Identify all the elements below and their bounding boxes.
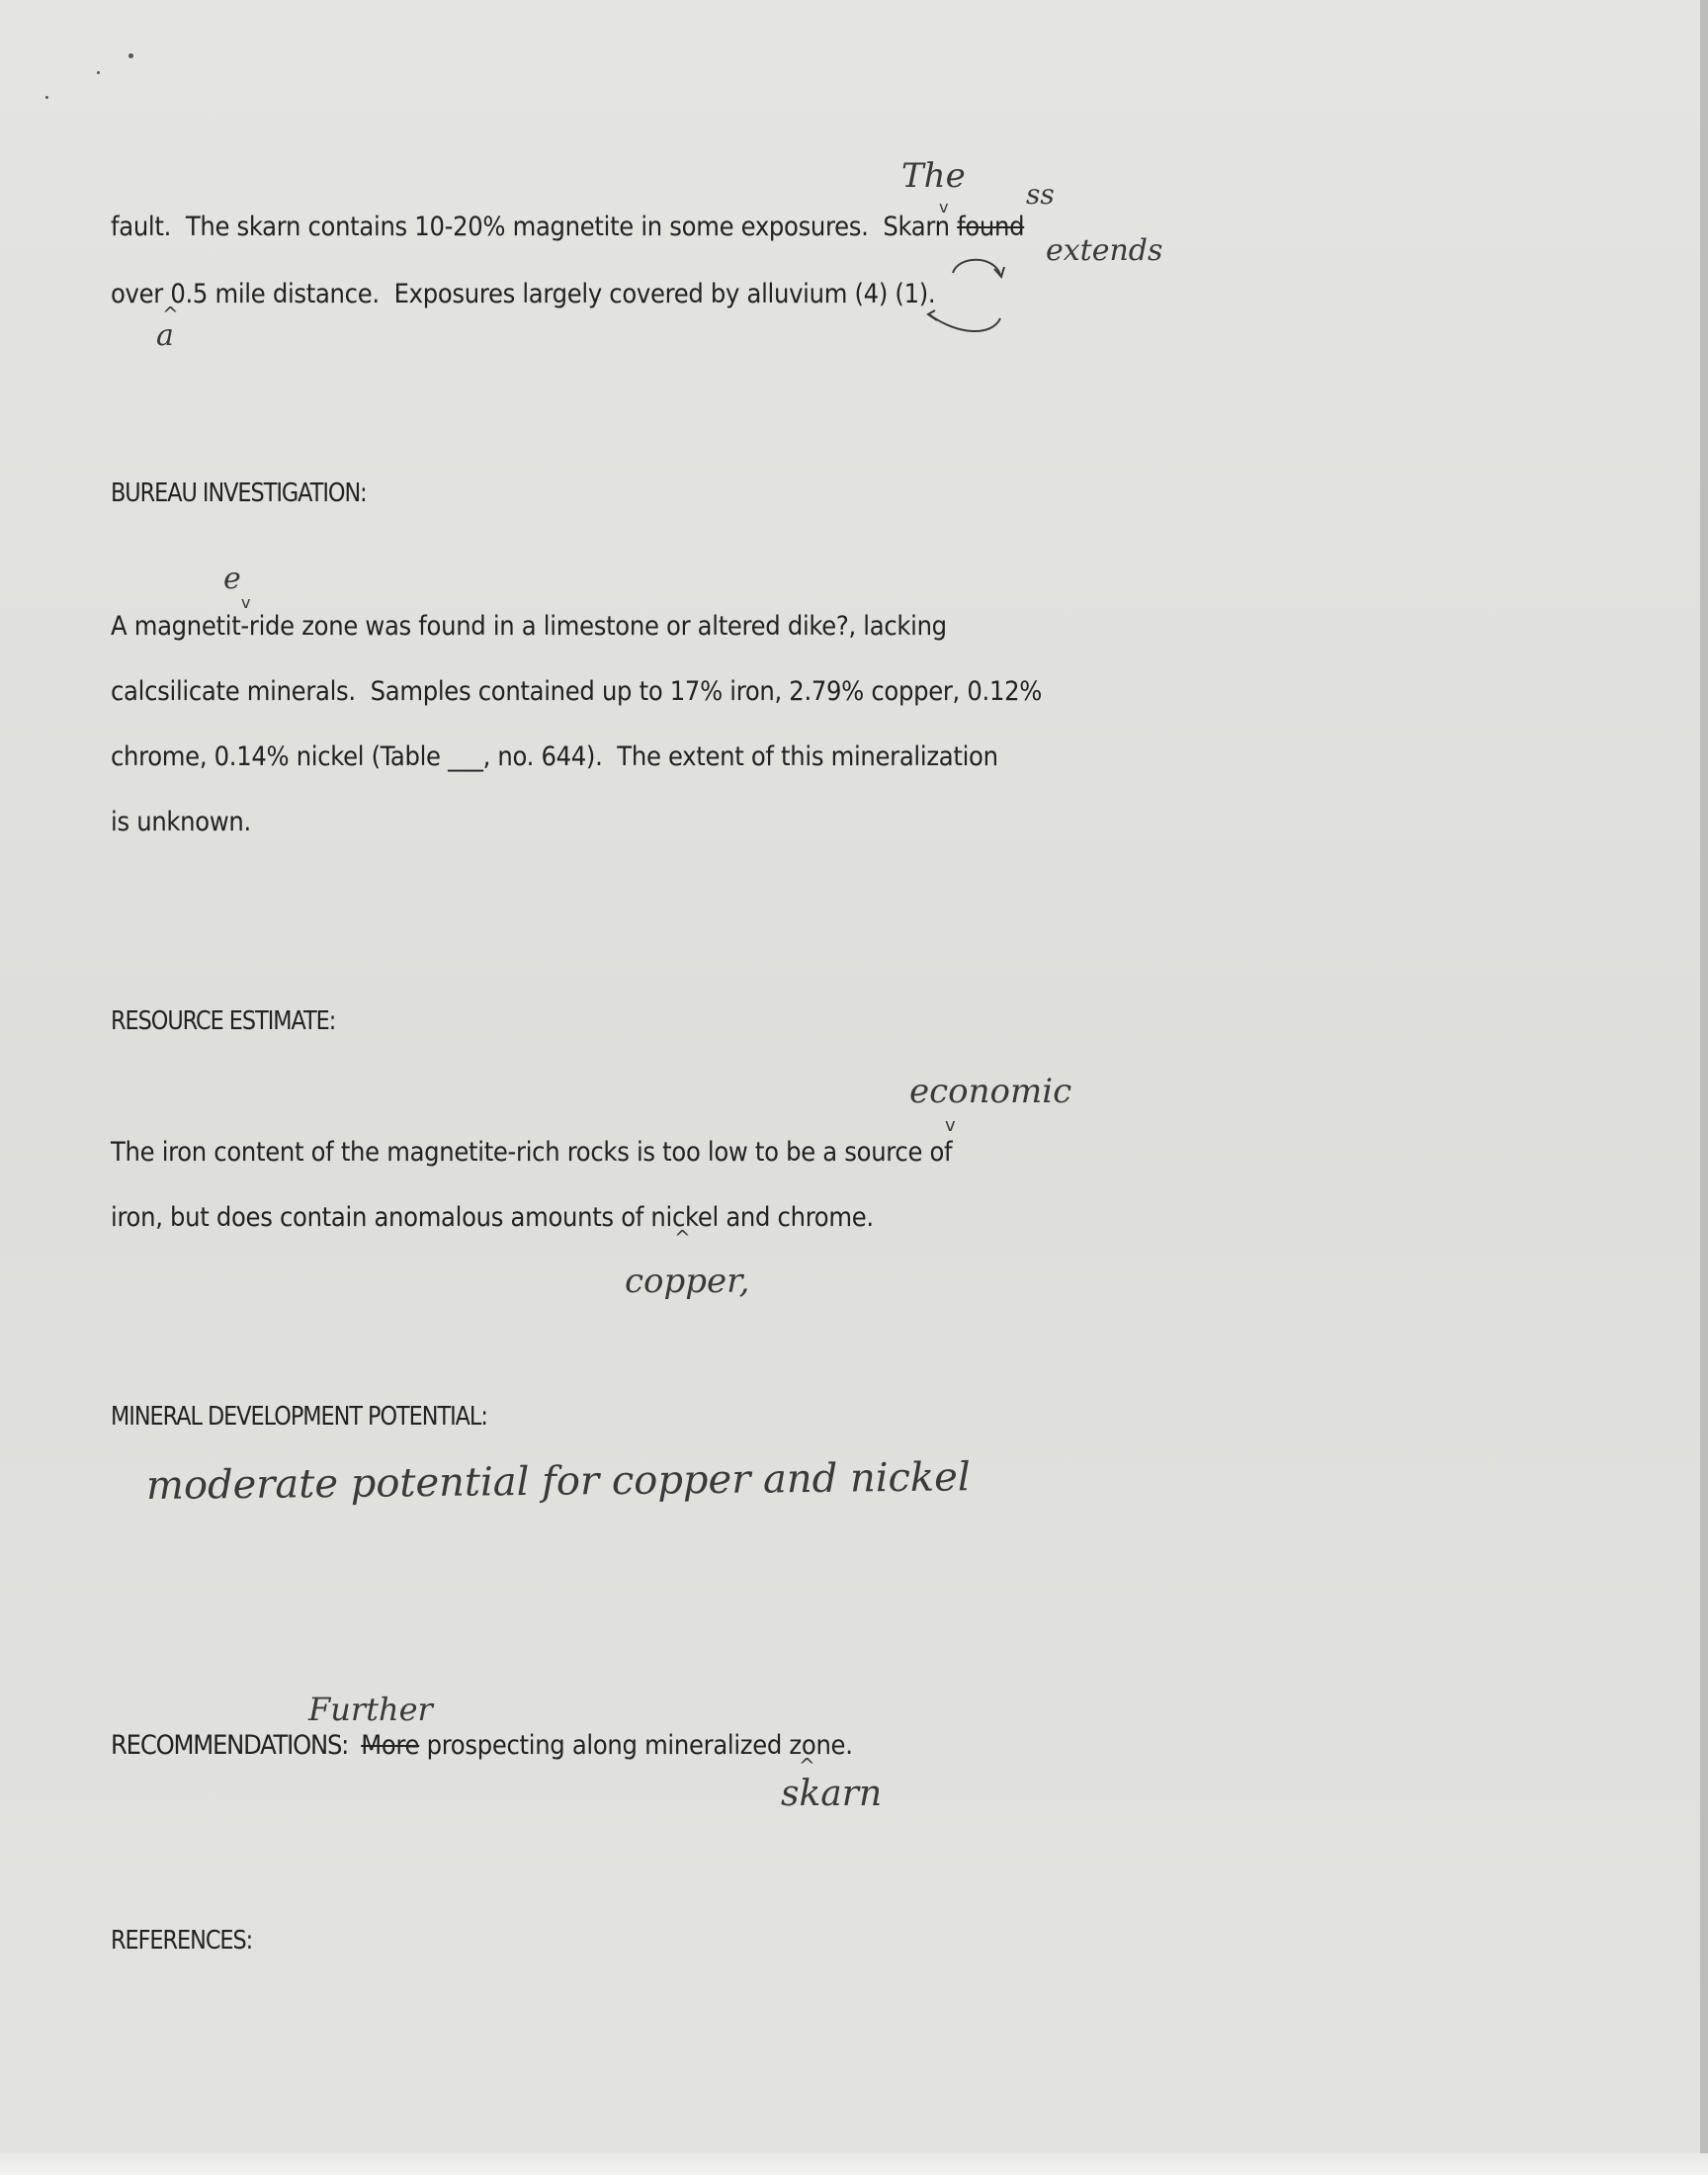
insert-caret-skarn: ^: [799, 1754, 815, 1778]
resource-line-2: iron, but does contain anomalous amounts of nickel and chrome.: [111, 1202, 874, 1233]
page-bottom-edge: [0, 2153, 1708, 2175]
body-line-1: [111, 212, 1024, 242]
handwritten-e: e: [223, 562, 241, 596]
insert-caret-a: ^: [162, 303, 179, 326]
insert-caret-the: v: [939, 198, 949, 217]
bureau-line-3: chrome, 0.14% nickel (Table ___, no. 644). The extent of this mineralization: [111, 741, 998, 772]
body-line-2: over 0.5 mile distance. Exposures largely covered by alluvium (4) (1).: [111, 279, 936, 309]
handwritten-extends: extends: [1046, 233, 1163, 268]
resource-line-1: The iron content of the magnetite-rich rocks is too low to be a source of: [111, 1137, 953, 1168]
recommendations-text: prospecting along mineralized zone.: [419, 1730, 853, 1761]
body-line-1-text: fault. The skarn contains 10-20% magnetite in some exposures. Skarn: [111, 212, 958, 242]
dust-speck: [128, 53, 133, 58]
handwritten-ss: ss: [1026, 178, 1055, 211]
dust-speck: [45, 96, 48, 99]
section-heading-resource: RESOURCE ESTIMATE:: [111, 1006, 336, 1036]
bureau-line-4: is unknown.: [111, 807, 251, 837]
struck-word-more: More: [361, 1730, 420, 1761]
section-heading-bureau: BUREAU INVESTIGATION:: [111, 478, 367, 508]
dust-speck: [97, 71, 100, 74]
page-edge-shadow: [1700, 0, 1708, 2175]
handwritten-skarn: skarn: [781, 1774, 883, 1814]
section-heading-mineral: MINERAL DEVELOPMENT POTENTIAL:: [111, 1402, 487, 1432]
handwritten-economic: economic: [909, 1072, 1072, 1111]
insert-caret-e: v: [241, 593, 251, 612]
bureau-line-2: calcsilicate minerals. Samples contained up to 17% iron, 2.79% copper, 0.12%: [111, 676, 1043, 707]
insert-caret-copper: ^: [674, 1226, 691, 1250]
handwritten-further: Further: [308, 1691, 433, 1728]
handwritten-copper: copper,: [625, 1262, 750, 1301]
recommendations-label: RECOMMENDATIONS:: [111, 1730, 362, 1761]
section-heading-references: REFERENCES:: [111, 1926, 253, 1956]
handwritten-the: The: [901, 156, 966, 196]
bureau-line-1: A magnetit-ride zone was found in a limestone or altered dike?, lacking: [111, 611, 947, 642]
handwritten-a: a: [156, 318, 174, 353]
transpose-arrows: [919, 253, 1038, 342]
struck-word-found: found: [957, 212, 1025, 242]
recommendations-line: [111, 1730, 853, 1761]
handwritten-potential: moderate potential for copper and nickel: [145, 1454, 971, 1509]
insert-caret-economic: v: [945, 1115, 956, 1136]
